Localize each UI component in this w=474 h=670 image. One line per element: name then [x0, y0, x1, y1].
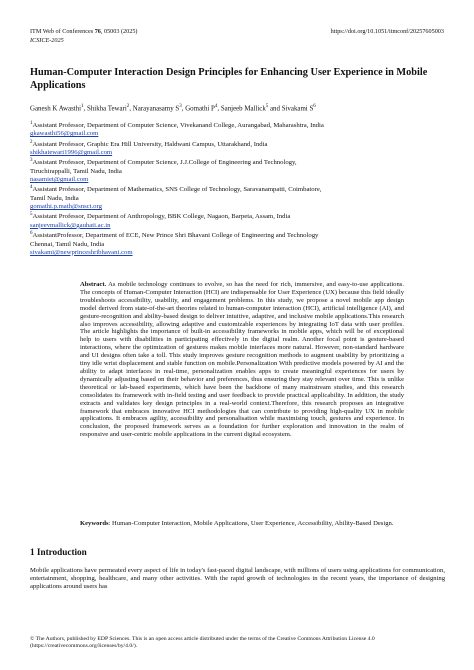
- affiliation-line: [30, 139, 455, 149]
- affiliation-line: [30, 120, 455, 130]
- affiliation-text: Assistant Professor, Department of Computer Science, J.J.College of Engineering and Technology,: [32, 159, 297, 167]
- affiliation-mark: 5: [30, 212, 33, 218]
- section-heading-introduction: 1 Introduction: [30, 547, 87, 557]
- affiliation-list: [30, 120, 455, 257]
- journal-volume: 76: [94, 28, 101, 35]
- affiliation-text: Assistant Professor, Department of Mathematics, SNS College of Technology, Saravanampatti, Coimbatore,: [32, 186, 322, 194]
- affiliation-item: [30, 120, 455, 139]
- email-link[interactable]: sivakami@newprinceshribhavani.com: [30, 248, 133, 256]
- introduction-paragraph: Mobile applications have permeated every aspect of life in today's fast-paced digital landscape, with millions of users using applications for communication, entertainment, shopping, healthcare, and many other activities. With the rapid growth of technologies in the recent years, the importance of designing applications around users has: [30, 567, 445, 590]
- affiliation-text: Tamil Nadu, India: [30, 194, 79, 202]
- journal-citation: [30, 28, 137, 36]
- author-name: Sanjeeb Mallick: [220, 105, 266, 113]
- email-link[interactable]: sanjeevmallick@gauhati.ac.in: [30, 221, 111, 229]
- conference-name: ICSICE-2025: [30, 37, 64, 44]
- author-list: [30, 103, 450, 114]
- author-name: Gomathi P: [185, 105, 215, 113]
- keywords: [80, 520, 404, 528]
- author-mark: 1: [81, 104, 84, 109]
- affiliation-text: Assistant Professor, Graphic Era Hill University, Haldwani Campus, Uttarakhand, India: [32, 140, 268, 148]
- affiliation-item: [30, 211, 455, 230]
- affiliation-item: [30, 157, 455, 184]
- email-link[interactable]: shikhatewari1996@gmail.com: [30, 149, 113, 157]
- email-link[interactable]: gkawasthi56@gmail.com: [30, 130, 99, 138]
- email-link[interactable]: gomathi.p.math@snsct.org: [30, 203, 102, 211]
- author-separator: ,: [129, 105, 133, 113]
- author-mark: 2: [126, 104, 130, 109]
- abstract-text: As mobile technology continues to evolve, so has the need for rich, immersive, and easy-to-use applications. The concepts of Human-Computer Interaction (HCI) are indispensable for User Experience (UX) because this field ideally troubleshoots accessibility, usability, and engagement problems. In this study, we propose a novel mobile app design model derived from state-of-the-art theories related to human-computer interaction (HCI), artificial intelligence (AI), and gesture-recognition and ability-based design to deliver intuitive, adaptive, and inclusive mobile applications.This research also improves accessibility, allowing adaptive and customizable experiences by integrating IoT data with user profiles. The article highlights the importance of built-in accessibility frameworks in mobile apps, which will be of exceptional help to users with disabilities in participating effectively in the digital realm. Another focal point is gesture-based interactions, where the optimization of gestures makes mobile interfaces more natural. However, non-standard hardware and UI designs often take a toll. This study improves gesture recognition methods to augment usability by prioritizing a tiny idle wrist displacement and stable function on mobile.Personalization With predictive models powered by AI and the ability to adapt interfaces in real-time, personalization enables apps to create meaningful experiences for users by dynamically adjusting based on their behavior and preferences, thus ensuring they stay relevant over time. This is unlike theoretical or lab-based experiments, which have been the backbone of many mainstream studies, and this research consolidates its framework with in-field testing and user feedback to provide practical applicability. In addition, the study extracts and validates key design principles in a real-world context.Therefore, this research proposes an integrative framework that embraces innovative HCI methodologies that can contribute to providing high-quality UX in mobile applications. It embraces agility, accessibility and personalisation while maximising touch, gestures and experience. In conclusion, the proposed framework serves as a foundation for further exploration and innovation in the realm of responsive and user-centric mobile applications in the current digital ecosystem.: [80, 281, 404, 439]
- affiliation-mark: 3: [30, 158, 33, 164]
- affiliation-line: [30, 168, 455, 176]
- author-name: Narayanasamy S: [132, 105, 180, 113]
- abstract: [80, 281, 404, 439]
- affiliation-text: Assistant Professor, Department of Computer Science, Vivekanand College, Aurangabad, Maharashtra, India: [32, 122, 324, 130]
- affiliation-text: Tiruchirappalli, Tamil Nadu, India: [30, 167, 122, 175]
- affiliation-line: [30, 241, 455, 249]
- affiliation-text: Chennai, Tamil Nadu, India: [30, 240, 105, 248]
- email-link[interactable]: nasamiet@gmail.com: [30, 176, 89, 184]
- affiliation-text: AssistantProfessor, Department of ECE, New Prince Shri Bhavani College of Engineering and Technology: [32, 232, 319, 240]
- affiliation-mark: 1: [30, 121, 33, 126]
- article-number-year: , 05003 (2025): [100, 28, 138, 35]
- affiliation-item: [30, 139, 455, 158]
- author-name: Shikha Tewari: [87, 105, 127, 113]
- affiliation-mark: 2: [30, 139, 33, 145]
- affiliation-mark: 6: [30, 231, 33, 237]
- author-mark: 4: [214, 104, 218, 109]
- journal-name: ITM Web of Conferences: [30, 28, 94, 35]
- author-name: Ganesh K Awasthi: [30, 105, 82, 113]
- affiliation-item: [30, 184, 455, 211]
- license-footer: © The Authors, published by EDP Sciences. This is an open access article distributed under the terms of the Creative Commons Attribution License 4.0 (https://creativecommons.org/licenses/by/4.0/).: [30, 636, 375, 650]
- affiliation-line: [30, 157, 455, 167]
- keywords-text: : Human-Computer Interaction, Mobile Applications, User Experience, Accessibility, Ability-Based Design.: [108, 520, 394, 527]
- author-mark: 3: [179, 104, 182, 109]
- paper-title: Human-Computer Interaction Design Principles for Enhancing User Experience in Mobile Applications: [30, 67, 428, 91]
- author-mark: 6: [313, 104, 316, 109]
- keywords-label: Keywords: [80, 520, 109, 527]
- author-mark: 5: [265, 104, 269, 109]
- affiliation-text: Assistant Professor, Department of Anthropology, BBK College, Nagaon, Barpeta, Assam, India: [32, 213, 291, 221]
- affiliation-line: [30, 211, 455, 221]
- affiliation-line: [30, 195, 455, 203]
- author-separator: ,: [181, 105, 186, 113]
- author-separator: and: [268, 105, 282, 113]
- affiliation-mark: 4: [30, 185, 33, 191]
- affiliation-line: [30, 230, 455, 240]
- doi-link[interactable]: https://doi.org/10.1051/itmconf/20257605003: [330, 28, 444, 35]
- author-separator: ,: [83, 105, 87, 113]
- abstract-label: Abstract.: [80, 281, 107, 288]
- author-name: Sivakami S: [281, 105, 314, 113]
- affiliation-line: [30, 184, 455, 194]
- affiliation-item: [30, 230, 455, 257]
- author-separator: ,: [217, 105, 221, 113]
